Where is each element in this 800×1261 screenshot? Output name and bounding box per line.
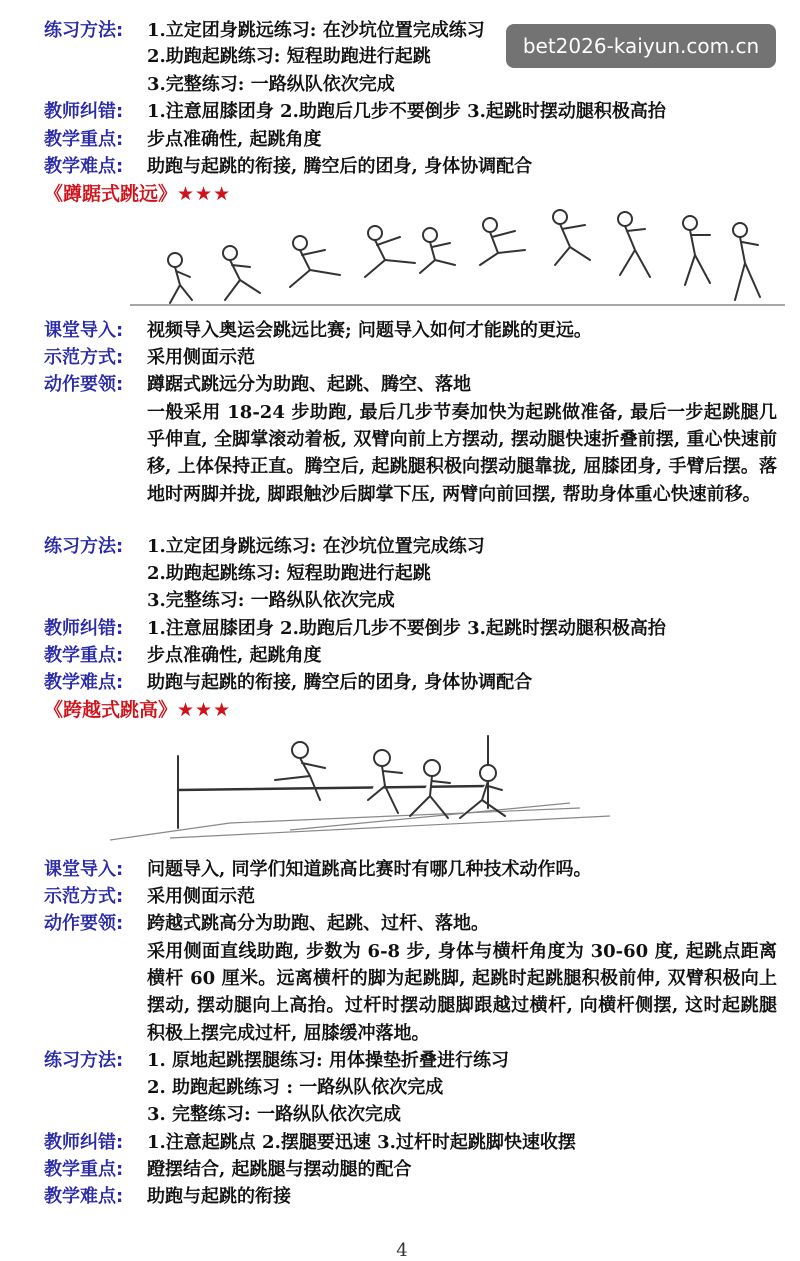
focus-label: 教学重点:: [44, 645, 124, 666]
correct-text: 1.注意屈膝团身 2.助跑后几步不要倒步 3.起跳时摆动腿积极高抬: [147, 101, 666, 122]
rating-stars: ★★★: [177, 699, 232, 721]
correct-label: 教师纠错:: [44, 101, 124, 122]
practice-item: 2. 助跑起跳练习 : 一路纵队依次完成: [147, 1077, 444, 1098]
practice-item: 2.助跑起跳练习: 短程助跑进行起跳: [147, 46, 431, 67]
difficulty-text: 助跑与起跳的衔接, 腾空后的团身, 身体协调配合: [147, 672, 533, 693]
page-number: 4: [396, 1240, 408, 1261]
focus-label: 教学重点:: [44, 1159, 124, 1180]
practice-label: 练习方法:: [44, 536, 124, 557]
demo-label: 示范方式:: [44, 886, 124, 907]
intro-label: 课堂导入:: [44, 320, 124, 341]
key-detail: 一般采用 18-24 步助跑, 最后几步节奏加快为起跳做准备, 最后一步起跳腿几乎伸直, 全脚掌滚动着板, 双臂向前上方摆动, 摆动腿快速折叠前摆, 重心快速前移, 上体保持正直。腾空后, 起跳腿积极向摆动腿靠拢, 屈膝团身, 手臂后摆。落地时两脚并拢, 脚跟触沙后脚掌下压, 两臂向前回摆, 帮助身体重心快速前移。: [147, 402, 777, 505]
intro-text: 视频导入奥运会跳远比赛; 问题导入如何才能跳的更远。: [147, 320, 592, 341]
watermark: bet2026-kaiyun.com.cn: [506, 24, 776, 68]
key-text: 跨越式跳高分为助跑、起跳、过杆、落地。: [147, 913, 489, 934]
correct-label: 教师纠错:: [44, 1132, 124, 1153]
key-label: 动作要领:: [44, 913, 124, 934]
key-text: 蹲踞式跳远分为助跑、起跳、腾空、落地: [147, 374, 471, 395]
intro-text: 问题导入, 同学们知道跳高比赛时有哪几种技术动作吗。: [147, 859, 592, 880]
difficulty-label: 教学难点:: [44, 156, 124, 177]
section-title-long-jump: [44, 181, 231, 207]
practice-item: 3. 完整练习: 一路纵队依次完成: [147, 1104, 401, 1125]
difficulty-text: 助跑与起跳的衔接: [147, 1186, 291, 1207]
focus-text: 步点准确性, 起跳角度: [147, 645, 322, 666]
intro-label: 课堂导入:: [44, 859, 124, 880]
focus-text: 步点准确性, 起跳角度: [147, 129, 322, 150]
practice-item: 3.完整练习: 一路纵队依次完成: [147, 590, 395, 611]
correct-text: 1.注意起跳点 2.摆腿要迅速 3.过杆时起跳脚快速收摆: [147, 1132, 576, 1153]
demo-label: 示范方式:: [44, 347, 124, 368]
difficulty-label: 教学难点:: [44, 672, 124, 693]
practice-item: 1. 原地起跳摆腿练习: 用体操垫折叠进行练习: [147, 1050, 509, 1071]
rating-stars: ★★★: [177, 183, 232, 205]
section-title-text: 《跨越式跳高》: [44, 699, 178, 721]
practice-item: 3.完整练习: 一路纵队依次完成: [147, 74, 395, 95]
correct-label: 教师纠错:: [44, 618, 124, 639]
difficulty-text: 助跑与起跳的衔接, 腾空后的团身, 身体协调配合: [147, 156, 533, 177]
demo-text: 采用侧面示范: [147, 347, 255, 368]
demo-text: 采用侧面示范: [147, 886, 255, 907]
long-jump-illustration: [130, 205, 790, 315]
focus-label: 教学重点:: [44, 129, 124, 150]
key-detail: 采用侧面直线助跑, 步数为 6-8 步, 身体与横杆角度为 30-60 度, 起跳点距离横杆 60 厘米。远离横杆的脚为起跳脚, 起跳时起跳腿积极前伸, 双臂积极向上摆动, 摆动腿向上高抬。过杆时摆动腿脚跟越过横杆, 向横杆侧摆, 这时起跳腿积极上摆完成过杆, 屈膝缓冲落地。: [147, 941, 777, 1044]
practice-label: 练习方法:: [44, 1050, 124, 1071]
key-label: 动作要领:: [44, 374, 124, 395]
high-jump-illustration: [110, 728, 630, 848]
practice-item: 1.立定团身跳远练习: 在沙坑位置完成练习: [147, 536, 485, 557]
practice-item: 2.助跑起跳练习: 短程助跑进行起跳: [147, 563, 431, 584]
practice-label: 练习方法:: [44, 20, 124, 41]
difficulty-label: 教学难点:: [44, 1186, 124, 1207]
section-title-high-jump: [44, 697, 231, 723]
correct-text: 1.注意屈膝团身 2.助跑后几步不要倒步 3.起跳时摆动腿积极高抬: [147, 618, 666, 639]
practice-item: 1.立定团身跳远练习: 在沙坑位置完成练习: [147, 20, 485, 41]
section-title-text: 《蹲踞式跳远》: [44, 183, 178, 205]
focus-text: 蹬摆结合, 起跳腿与摆动腿的配合: [147, 1159, 412, 1180]
